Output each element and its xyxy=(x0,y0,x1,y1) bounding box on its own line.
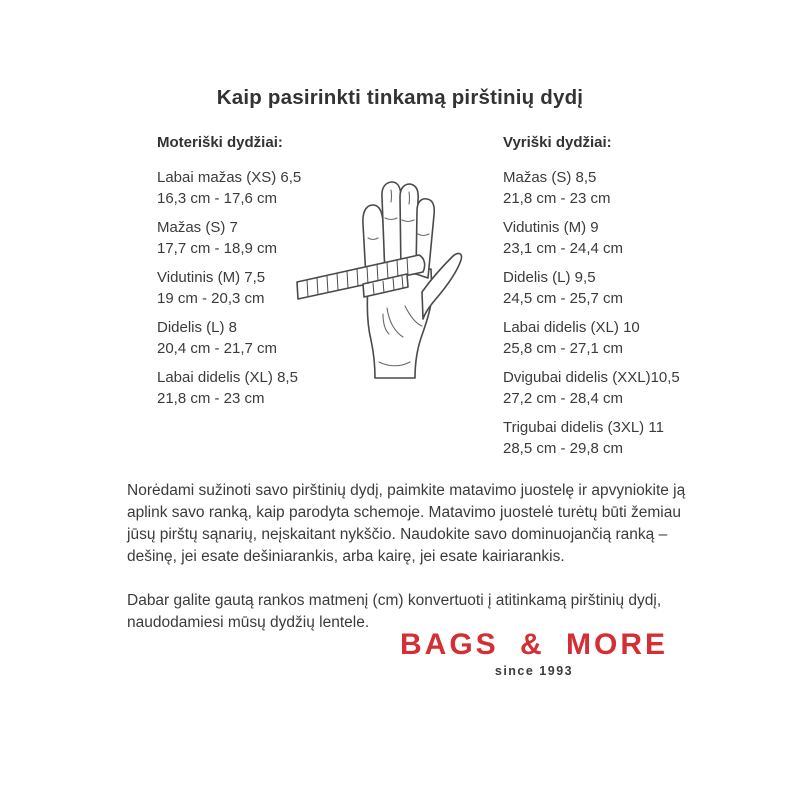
size-label: Labai mažas (XS) 6,5 xyxy=(157,169,302,186)
size-range: 16,3 cm - 17,6 cm xyxy=(157,190,278,207)
size-label: Labai didelis (XL) 10 xyxy=(503,319,640,336)
page-title: Kaip pasirinkti tinkamą pirštinių dydį xyxy=(216,86,584,109)
size-range: 17,7 cm - 18,9 cm xyxy=(157,240,278,257)
size-range: 20,4 cm - 21,7 cm xyxy=(157,340,278,357)
brand-logo-tagline: since 1993 xyxy=(494,664,574,678)
size-range: 24,5 cm - 25,7 cm xyxy=(503,290,624,307)
instruction-paragraph-1: Norėdami sužinoti savo pirštinių dydį, paimkite matavimo juostelę ir apvyniokite ją aplink savo ranką, kaip parodyta schemoje. Matavimo juostelė turėtų būti žemiau jūsų pirštų sąnarių, neįskaitant nykščio. Naudokite savo dominuojančią ranką – dešinę, jei esate dešiniarankis, arba kairę, jei esate kairiarankis. xyxy=(127,482,686,565)
size-label: Vidutinis (M) 7,5 xyxy=(157,269,266,286)
size-label: Didelis (L) 8 xyxy=(157,319,238,336)
men-size-list xyxy=(503,167,718,459)
size-entry xyxy=(503,217,718,259)
size-label: Dvigubai didelis (XXL)10,5 xyxy=(503,369,680,386)
size-range: 19 cm - 20,3 cm xyxy=(157,290,265,307)
men-sizes-heading: Vyriški dydžiai: xyxy=(503,134,612,151)
size-range: 21,8 cm - 23 cm xyxy=(503,190,611,207)
size-label: Vidutinis (M) 9 xyxy=(503,219,599,236)
size-entry xyxy=(503,167,718,209)
size-entry xyxy=(503,267,718,309)
men-sizes-column xyxy=(503,134,718,467)
size-range: 21,8 cm - 23 cm xyxy=(157,390,265,407)
size-range: 23,1 cm - 24,4 cm xyxy=(503,240,624,257)
brand-logo-text: BAGS & MORE xyxy=(399,628,668,661)
brand-logo xyxy=(398,629,670,678)
size-label: Trigubai didelis (3XL) 11 xyxy=(503,419,664,436)
hand-measurement-illustration xyxy=(295,166,495,381)
size-range: 27,2 cm - 28,4 cm xyxy=(503,390,624,407)
size-label: Mažas (S) 7 xyxy=(157,219,238,236)
instruction-paragraph-2: Dabar galite gautą rankos matmenį (cm) konvertuoti į atitinkamą pirštinių dydį, naudodamiesi mūsų dydžių lentele. xyxy=(127,592,662,631)
size-label: Mažas (S) 8,5 xyxy=(503,169,597,186)
size-label: Didelis (L) 9,5 xyxy=(503,269,596,286)
size-range: 28,5 cm - 29,8 cm xyxy=(503,440,624,457)
size-entry xyxy=(503,367,718,409)
size-range: 25,8 cm - 27,1 cm xyxy=(503,340,624,357)
size-label: Labai didelis (XL) 8,5 xyxy=(157,369,298,386)
women-sizes-heading: Moteriški dydžiai: xyxy=(157,134,283,151)
hand-with-measuring-tape-icon xyxy=(295,166,495,381)
size-entry xyxy=(503,317,718,359)
size-entry xyxy=(503,417,718,459)
